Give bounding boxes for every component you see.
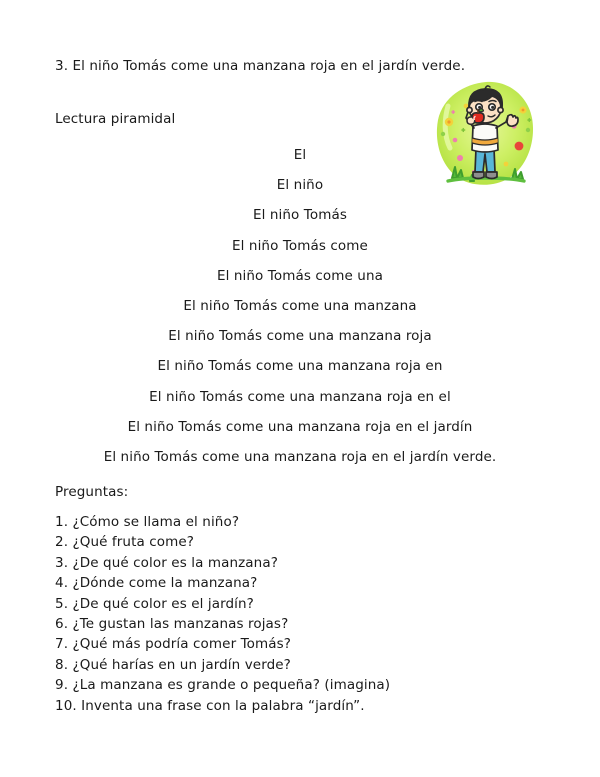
pyramid-line: El niño Tomás come bbox=[232, 237, 368, 254]
questions-list bbox=[55, 512, 390, 716]
question-item: 10. Inventa una frase con la palabra “jardín”. bbox=[55, 697, 365, 714]
question-item: 8. ¿Qué harías en un jardín verde? bbox=[55, 656, 291, 673]
pyramid-line: El niño Tomás come una manzana roja en el bbox=[149, 388, 451, 405]
pyramid-line: El niño Tomás come una manzana roja en el jardín verde. bbox=[103, 449, 497, 466]
pyramid-line: El niño Tomás bbox=[253, 207, 347, 224]
pyramid-line: El niño Tomás come una manzana roja en el jardín bbox=[127, 418, 473, 435]
question-item: 9. ¿La manzana es grande o pequeña? (imagina) bbox=[55, 677, 391, 694]
question-item: 7. ¿Qué más podría comer Tomás? bbox=[55, 636, 292, 653]
pyramid-line: El niño Tomás come una bbox=[217, 267, 383, 284]
question-item: 3. ¿De qué color es la manzana? bbox=[55, 554, 278, 571]
section-label-lectura-piramidal: Lectura piramidal bbox=[55, 111, 176, 127]
pyramid-line: El bbox=[293, 147, 307, 163]
question-item: 6. ¿Te gustan las manzanas rojas? bbox=[55, 616, 289, 633]
question-item: 5. ¿De qué color es el jardín? bbox=[55, 595, 254, 612]
pyramid-reading-block bbox=[0, 140, 600, 472]
question-item: 4. ¿Dónde come la manzana? bbox=[55, 575, 258, 592]
questions-heading: Preguntas: bbox=[55, 484, 129, 500]
pyramid-line: El niño Tomás come una manzana roja en bbox=[157, 358, 443, 375]
pyramid-line: El niño Tomás come una manzana roja bbox=[168, 328, 432, 345]
numbered-sentence: 3. El niño Tomás come una manzana roja en el jardín verde. bbox=[55, 58, 466, 74]
pyramid-line: El niño Tomás come una manzana bbox=[183, 298, 417, 315]
question-item: 1. ¿Cómo se llama el niño? bbox=[55, 514, 240, 530]
pyramid-line: El niño bbox=[276, 177, 324, 194]
question-item: 2. ¿Qué fruta come? bbox=[55, 534, 195, 551]
